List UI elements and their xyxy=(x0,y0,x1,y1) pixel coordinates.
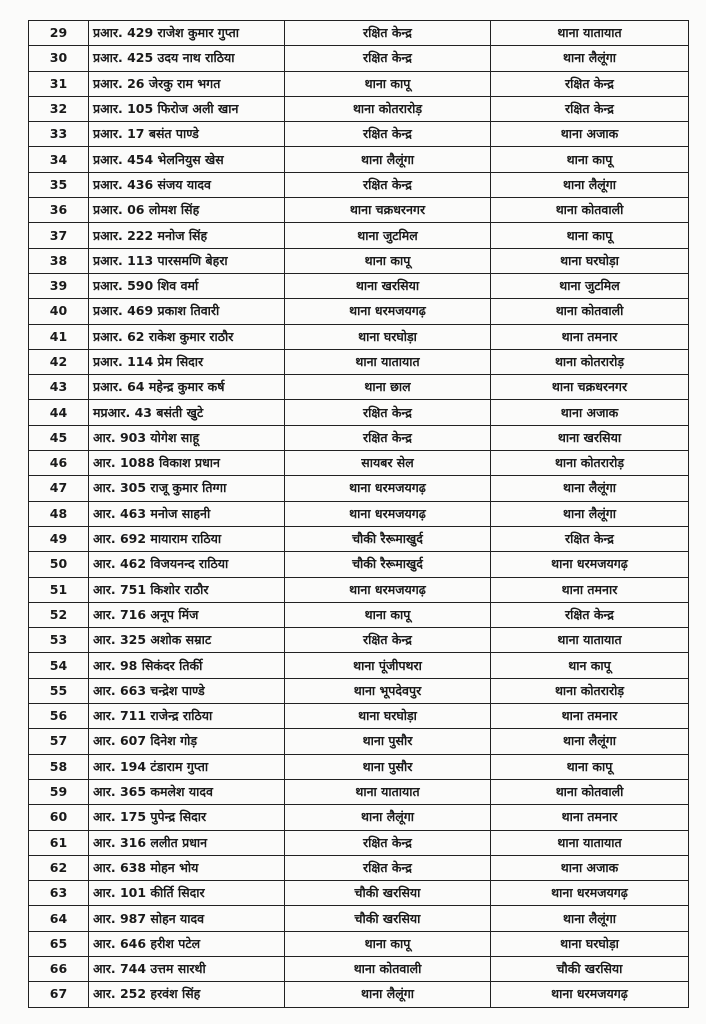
table-row xyxy=(29,324,689,349)
serial-number-cell: 43 xyxy=(29,375,89,400)
to-posting-cell: थाना धरमजयगढ़ xyxy=(491,552,689,577)
from-posting-cell: थाना यातायात xyxy=(285,349,491,374)
serial-number-cell: 62 xyxy=(29,855,89,880)
employee-name-cell: प्रआर. 114 प्रेम सिदार xyxy=(89,349,285,374)
serial-number-cell: 67 xyxy=(29,982,89,1007)
table-row xyxy=(29,476,689,501)
from-posting-cell: थाना खरसिया xyxy=(285,273,491,298)
to-posting-cell: थाना अजाक xyxy=(491,122,689,147)
employee-name-cell: आर. 101 कीर्ति सिदार xyxy=(89,881,285,906)
to-posting-cell: थाना यातायात xyxy=(491,628,689,653)
to-posting-cell: थाना कापू xyxy=(491,147,689,172)
to-posting-cell: थाना लैलूंगा xyxy=(491,906,689,931)
table-row xyxy=(29,451,689,476)
to-posting-cell: थाना कोतरारोड़ xyxy=(491,451,689,476)
table-row xyxy=(29,198,689,223)
serial-number-cell: 52 xyxy=(29,602,89,627)
to-posting-cell: थाना घरघोड़ा xyxy=(491,931,689,956)
table-row xyxy=(29,956,689,981)
from-posting-cell: थाना भूपदेवपुर xyxy=(285,678,491,703)
table-row xyxy=(29,855,689,880)
from-posting-cell: रक्षित केन्द्र xyxy=(285,400,491,425)
to-posting-cell: थाना कोतवाली xyxy=(491,299,689,324)
from-posting-cell: थाना कापू xyxy=(285,71,491,96)
employee-name-cell: आर. 98 सिकंदर तिर्की xyxy=(89,653,285,678)
serial-number-cell: 34 xyxy=(29,147,89,172)
employee-name-cell: आर. 751 किशोर राठौर xyxy=(89,577,285,602)
from-posting-cell: थाना पुसौर xyxy=(285,754,491,779)
table-row xyxy=(29,704,689,729)
from-posting-cell: थाना कापू xyxy=(285,931,491,956)
from-posting-cell: चौकी खरसिया xyxy=(285,881,491,906)
to-posting-cell: चौकी खरसिया xyxy=(491,956,689,981)
employee-name-cell: आर. 194 टंडाराम गुप्ता xyxy=(89,754,285,779)
employee-name-cell: प्रआर. 436 संजय यादव xyxy=(89,172,285,197)
table-row xyxy=(29,147,689,172)
table-row xyxy=(29,729,689,754)
to-posting-cell: थाना तमनार xyxy=(491,577,689,602)
from-posting-cell: थाना धरमजयगढ़ xyxy=(285,577,491,602)
employee-name-cell: प्रआर. 429 राजेश कुमार गुप्ता xyxy=(89,21,285,46)
employee-name-cell: प्रआर. 590 शिव वर्मा xyxy=(89,273,285,298)
to-posting-cell: थाना कोतरारोड़ xyxy=(491,349,689,374)
employee-name-cell: मप्रआर. 43 बसंती खुटे xyxy=(89,400,285,425)
from-posting-cell: थाना लैलूंगा xyxy=(285,982,491,1007)
serial-number-cell: 58 xyxy=(29,754,89,779)
table-row xyxy=(29,526,689,551)
from-posting-cell: थाना छाल xyxy=(285,375,491,400)
employee-name-cell: आर. 305 राजू कुमार तिग्गा xyxy=(89,476,285,501)
to-posting-cell: थाना घरघोड़ा xyxy=(491,248,689,273)
from-posting-cell: थाना कापू xyxy=(285,248,491,273)
to-posting-cell: थाना लैलूंगा xyxy=(491,476,689,501)
serial-number-cell: 65 xyxy=(29,931,89,956)
from-posting-cell: थाना पूंजीपथरा xyxy=(285,653,491,678)
table-row xyxy=(29,830,689,855)
to-posting-cell: थाना धरमजयगढ़ xyxy=(491,982,689,1007)
employee-name-cell: आर. 716 अनूप मिंज xyxy=(89,602,285,627)
employee-name-cell: आर. 744 उत्तम सारथी xyxy=(89,956,285,981)
table-row xyxy=(29,400,689,425)
from-posting-cell: थाना कापू xyxy=(285,602,491,627)
table-row xyxy=(29,172,689,197)
to-posting-cell: थाना कापू xyxy=(491,223,689,248)
employee-name-cell: आर. 462 विजयनन्द राठिया xyxy=(89,552,285,577)
to-posting-cell: थाना लैलूंगा xyxy=(491,501,689,526)
to-posting-cell: थाना धरमजयगढ़ xyxy=(491,881,689,906)
from-posting-cell: थाना चक्रधरनगर xyxy=(285,198,491,223)
serial-number-cell: 56 xyxy=(29,704,89,729)
table-row xyxy=(29,299,689,324)
serial-number-cell: 31 xyxy=(29,71,89,96)
employee-name-cell: प्रआर. 105 फिरोज अली खान xyxy=(89,96,285,121)
table-row xyxy=(29,248,689,273)
employee-name-cell: आर. 692 मायाराम राठिया xyxy=(89,526,285,551)
to-posting-cell: थाना लैलूंगा xyxy=(491,729,689,754)
employee-name-cell: आर. 252 हरवंश सिंह xyxy=(89,982,285,1007)
from-posting-cell: थाना धरमजयगढ़ xyxy=(285,299,491,324)
from-posting-cell: थाना कोतवाली xyxy=(285,956,491,981)
serial-number-cell: 47 xyxy=(29,476,89,501)
to-posting-cell: थाना तमनार xyxy=(491,805,689,830)
table-row xyxy=(29,349,689,374)
to-posting-cell: रक्षित केन्द्र xyxy=(491,602,689,627)
employee-name-cell: आर. 987 सोहन यादव xyxy=(89,906,285,931)
employee-name-cell: आर. 175 पुपेन्द्र सिदार xyxy=(89,805,285,830)
to-posting-cell: थाना जुटमिल xyxy=(491,273,689,298)
from-posting-cell: थाना लैलूंगा xyxy=(285,147,491,172)
serial-number-cell: 59 xyxy=(29,779,89,804)
table-row xyxy=(29,881,689,906)
from-posting-cell: रक्षित केन्द्र xyxy=(285,21,491,46)
serial-number-cell: 48 xyxy=(29,501,89,526)
from-posting-cell: चौकी रैरूमाखुर्द xyxy=(285,526,491,551)
employee-name-cell: प्रआर. 469 प्रकाश तिवारी xyxy=(89,299,285,324)
to-posting-cell: थाना लैलूंगा xyxy=(491,46,689,71)
serial-number-cell: 60 xyxy=(29,805,89,830)
serial-number-cell: 42 xyxy=(29,349,89,374)
table-row xyxy=(29,982,689,1007)
serial-number-cell: 32 xyxy=(29,96,89,121)
to-posting-cell: थाना अजाक xyxy=(491,855,689,880)
from-posting-cell: रक्षित केन्द्र xyxy=(285,172,491,197)
table-row xyxy=(29,122,689,147)
employee-name-cell: आर. 663 चन्द्रेश पाण्डे xyxy=(89,678,285,703)
serial-number-cell: 51 xyxy=(29,577,89,602)
from-posting-cell: रक्षित केन्द्र xyxy=(285,855,491,880)
table-row xyxy=(29,577,689,602)
table-row xyxy=(29,779,689,804)
table-row xyxy=(29,754,689,779)
from-posting-cell: रक्षित केन्द्र xyxy=(285,830,491,855)
serial-number-cell: 38 xyxy=(29,248,89,273)
to-posting-cell: थाना यातायात xyxy=(491,830,689,855)
employee-name-cell: आर. 638 मोहन भोय xyxy=(89,855,285,880)
table-row xyxy=(29,805,689,830)
employee-name-cell: प्रआर. 17 बसंत पाण्डे xyxy=(89,122,285,147)
transfer-table-body xyxy=(29,21,689,1008)
serial-number-cell: 50 xyxy=(29,552,89,577)
from-posting-cell: रक्षित केन्द्र xyxy=(285,122,491,147)
table-row xyxy=(29,46,689,71)
employee-name-cell: प्रआर. 64 महेन्द्र कुमार कर्ष xyxy=(89,375,285,400)
to-posting-cell: रक्षित केन्द्र xyxy=(491,71,689,96)
from-posting-cell: थाना जुटमिल xyxy=(285,223,491,248)
serial-number-cell: 46 xyxy=(29,451,89,476)
to-posting-cell: रक्षित केन्द्र xyxy=(491,526,689,551)
to-posting-cell: थाना कापू xyxy=(491,754,689,779)
table-row xyxy=(29,602,689,627)
serial-number-cell: 61 xyxy=(29,830,89,855)
employee-name-cell: आर. 1088 विकाश प्रधान xyxy=(89,451,285,476)
transfer-table xyxy=(28,20,689,1008)
serial-number-cell: 55 xyxy=(29,678,89,703)
table-row xyxy=(29,71,689,96)
to-posting-cell: थाना कोतवाली xyxy=(491,779,689,804)
table-row xyxy=(29,906,689,931)
serial-number-cell: 39 xyxy=(29,273,89,298)
to-posting-cell: थाना खरसिया xyxy=(491,425,689,450)
to-posting-cell: थाना कोतरारोड़ xyxy=(491,678,689,703)
employee-name-cell: आर. 463 मनोज साहनी xyxy=(89,501,285,526)
from-posting-cell: थाना घरघोड़ा xyxy=(285,324,491,349)
table-row xyxy=(29,552,689,577)
employee-name-cell: आर. 325 अशोक सम्राट xyxy=(89,628,285,653)
table-row xyxy=(29,425,689,450)
from-posting-cell: रक्षित केन्द्र xyxy=(285,425,491,450)
from-posting-cell: रक्षित केन्द्र xyxy=(285,46,491,71)
serial-number-cell: 44 xyxy=(29,400,89,425)
from-posting-cell: थाना घरघोड़ा xyxy=(285,704,491,729)
table-row xyxy=(29,96,689,121)
employee-name-cell: प्रआर. 62 राकेश कुमार राठौर xyxy=(89,324,285,349)
table-row xyxy=(29,653,689,678)
to-posting-cell: थाना चक्रधरनगर xyxy=(491,375,689,400)
serial-number-cell: 33 xyxy=(29,122,89,147)
from-posting-cell: चौकी रैरूमाखुर्द xyxy=(285,552,491,577)
table-row xyxy=(29,678,689,703)
to-posting-cell: रक्षित केन्द्र xyxy=(491,96,689,121)
employee-name-cell: प्रआर. 113 पारसमणि बेहरा xyxy=(89,248,285,273)
table-row xyxy=(29,628,689,653)
serial-number-cell: 63 xyxy=(29,881,89,906)
serial-number-cell: 36 xyxy=(29,198,89,223)
table-row xyxy=(29,273,689,298)
to-posting-cell: थाना तमनार xyxy=(491,324,689,349)
serial-number-cell: 54 xyxy=(29,653,89,678)
employee-name-cell: आर. 646 हरीश पटेल xyxy=(89,931,285,956)
serial-number-cell: 57 xyxy=(29,729,89,754)
serial-number-cell: 45 xyxy=(29,425,89,450)
from-posting-cell: थाना कोतरारोड़ xyxy=(285,96,491,121)
serial-number-cell: 49 xyxy=(29,526,89,551)
employee-name-cell: प्रआर. 222 मनोज सिंह xyxy=(89,223,285,248)
employee-name-cell: आर. 903 योगेश साहू xyxy=(89,425,285,450)
to-posting-cell: थाना अजाक xyxy=(491,400,689,425)
serial-number-cell: 40 xyxy=(29,299,89,324)
employee-name-cell: आर. 711 राजेन्द्र राठिया xyxy=(89,704,285,729)
employee-name-cell: आर. 316 ललीत प्रधान xyxy=(89,830,285,855)
table-row xyxy=(29,931,689,956)
from-posting-cell: थाना धरमजयगढ़ xyxy=(285,476,491,501)
serial-number-cell: 53 xyxy=(29,628,89,653)
from-posting-cell: चौकी खरसिया xyxy=(285,906,491,931)
serial-number-cell: 30 xyxy=(29,46,89,71)
to-posting-cell: थाना यातायात xyxy=(491,21,689,46)
from-posting-cell: थाना यातायात xyxy=(285,779,491,804)
serial-number-cell: 37 xyxy=(29,223,89,248)
employee-name-cell: प्रआर. 26 जेरकु राम भगत xyxy=(89,71,285,96)
from-posting-cell: रक्षित केन्द्र xyxy=(285,628,491,653)
serial-number-cell: 41 xyxy=(29,324,89,349)
to-posting-cell: थाना कोतवाली xyxy=(491,198,689,223)
from-posting-cell: सायबर सेल xyxy=(285,451,491,476)
table-row xyxy=(29,21,689,46)
employee-name-cell: आर. 607 दिनेश गोड़ xyxy=(89,729,285,754)
to-posting-cell: थाना तमनार xyxy=(491,704,689,729)
table-row xyxy=(29,375,689,400)
employee-name-cell: प्रआर. 454 भेलनियुस खेस xyxy=(89,147,285,172)
serial-number-cell: 29 xyxy=(29,21,89,46)
table-row xyxy=(29,223,689,248)
serial-number-cell: 64 xyxy=(29,906,89,931)
to-posting-cell: थाना लैलूंगा xyxy=(491,172,689,197)
serial-number-cell: 66 xyxy=(29,956,89,981)
employee-name-cell: आर. 365 कमलेश यादव xyxy=(89,779,285,804)
table-row xyxy=(29,501,689,526)
from-posting-cell: थाना धरमजयगढ़ xyxy=(285,501,491,526)
to-posting-cell: थान कापू xyxy=(491,653,689,678)
serial-number-cell: 35 xyxy=(29,172,89,197)
employee-name-cell: प्रआर. 425 उदय नाथ राठिया xyxy=(89,46,285,71)
employee-name-cell: प्रआर. 06 लोमश सिंह xyxy=(89,198,285,223)
from-posting-cell: थाना लैलूंगा xyxy=(285,805,491,830)
from-posting-cell: थाना पुसौर xyxy=(285,729,491,754)
